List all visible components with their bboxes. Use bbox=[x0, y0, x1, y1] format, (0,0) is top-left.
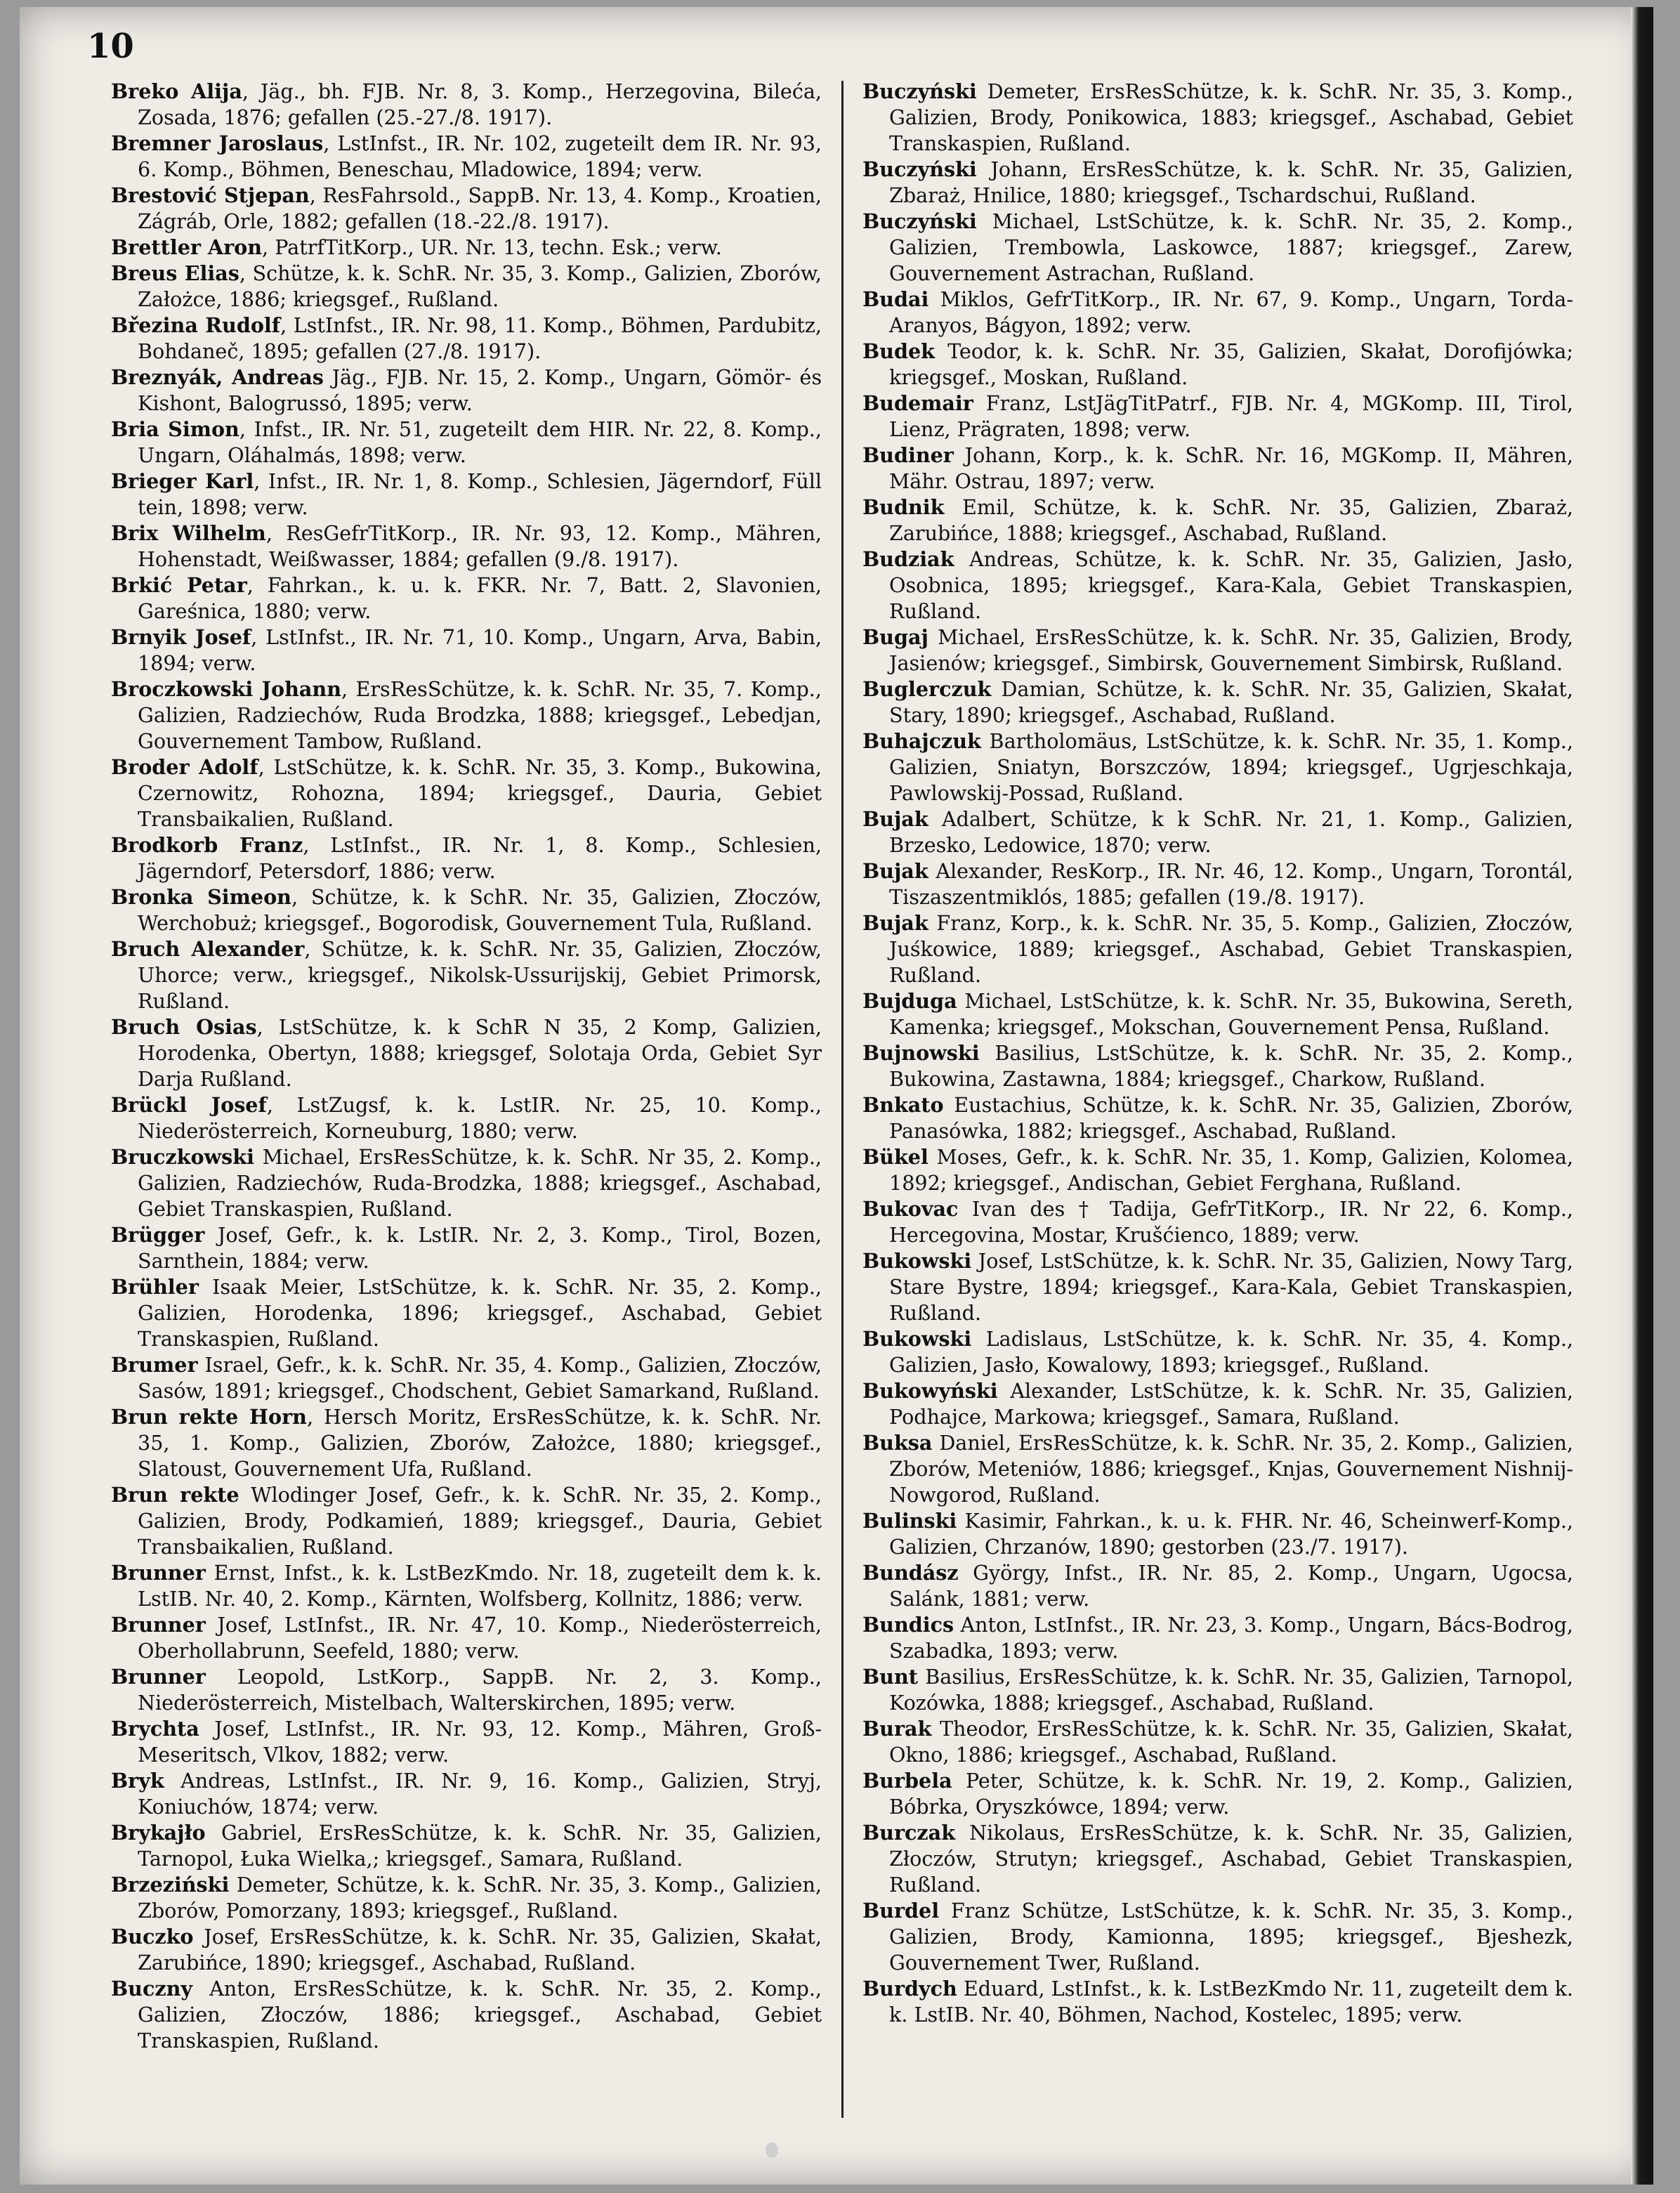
register-entry bbox=[111, 1664, 822, 1716]
register-entry bbox=[111, 365, 822, 417]
entry-details: , ResGefrTitKorp., IR. Nr. 93, 12. Komp., Mähren, Hohenstadt, Weißwasser, 1884; gefallen (9./8. 1917). bbox=[138, 521, 822, 571]
entry-surname: Breznyák, Andreas bbox=[111, 365, 324, 389]
register-entry bbox=[862, 1612, 1573, 1664]
register-entry bbox=[862, 910, 1573, 988]
register-entry bbox=[111, 235, 822, 261]
page-number: 10 bbox=[87, 27, 134, 66]
register-entry bbox=[111, 1092, 822, 1144]
entry-surname: Brettler Aron bbox=[111, 235, 263, 259]
register-entry bbox=[111, 1612, 822, 1664]
entry-details: Franz Schütze, LstSchütze, k. k. SchR. Nr. 35, 3. Komp., Galizien, Brody, Kamionna, 1895; kriegsgef., Bjeshezk, Gouvernement Twer, Rußland. bbox=[889, 1899, 1573, 1975]
entry-details: , PatrfTitKorp., UR. Nr. 13, techn. Esk.; verw. bbox=[262, 235, 722, 259]
entry-details: , ErsResSchütze, k. k. SchR. Nr. 35, 7. Komp., Galizien, Radziechów, Ruda Brodzka, 1888; kriegsgef., Lebedjan, Gouvernement Tambow, Rußland. bbox=[138, 677, 822, 753]
register-entry bbox=[862, 1508, 1573, 1560]
entry-details: Ernst, Infst., k. k. LstBezKmdo. Nr. 18, zugeteilt dem k. k. LstIB. Nr. 40, 2. Komp., Kärnten, Wolfsberg, Kollnitz, 1886; verw. bbox=[138, 1561, 822, 1611]
register-entry bbox=[111, 754, 822, 832]
register-entry bbox=[111, 1222, 822, 1274]
entry-details: , LstZugsf, k. k. LstIR. Nr. 25, 10. Komp., Niederösterreich, Korneuburg, 1880; verw. bbox=[138, 1093, 822, 1143]
entry-surname: Budek bbox=[862, 339, 935, 363]
entry-details: Basilius, ErsResSchütze, k. k. SchR. Nr. 35, Galizien, Tarnopol, Kozówka, 1888; kriegsgef., Aschabad, Rußland. bbox=[889, 1665, 1573, 1715]
entry-surname: Bukovac bbox=[862, 1197, 959, 1221]
register-entry bbox=[111, 1404, 822, 1482]
entry-details: Nikolaus, ErsResSchütze, k. k. SchR. Nr. 35, Galizien, Złoczów, Strutyn; kriegsgef., Aschabad, Gebiet Transkaspien, Rußland. bbox=[889, 1821, 1573, 1897]
register-entry bbox=[111, 832, 822, 884]
register-entry bbox=[111, 572, 822, 624]
entry-details: , LstInfst., IR. Nr. 98, 11. Komp., Böhmen, Pardubitz, Bohdaneč, 1895; gefallen (27./8. 1917). bbox=[138, 313, 822, 363]
entry-details: Michael, LstSchütze, k. k. SchR. Nr. 35, 2. Komp., Galizien, Trembowla, Laskowce, 1887; kriegsgef., Zarew, Gouvernement Astrachan, Rußland. bbox=[889, 209, 1573, 285]
register-entry bbox=[862, 546, 1573, 624]
entry-surname: Burbela bbox=[862, 1769, 952, 1793]
register-entry bbox=[111, 1820, 822, 1872]
register-entry bbox=[111, 417, 822, 469]
entry-surname: Brodkorb Franz bbox=[111, 833, 303, 857]
entry-surname: Buczyński bbox=[862, 79, 977, 103]
entry-details: Josef, ErsResSchütze, k. k. SchR. Nr. 35, Galizien, Skałat, Zarubińce, 1890; kriegsgef., Aschabad, Rußland. bbox=[138, 1925, 822, 1975]
entry-surname: Broczkowski Johann bbox=[111, 677, 341, 701]
entry-details: , LstInfst., IR. Nr. 71, 10. Komp., Ungarn, Arva, Babin, 1894; verw. bbox=[138, 625, 822, 675]
entry-surname: Buczny bbox=[111, 1977, 193, 2001]
entry-details: , ResFahrsold., SappB. Nr. 13, 4. Komp., Kroatien, Zágráb, Orle, 1882; gefallen (18.-22./8. 1917). bbox=[138, 183, 822, 233]
entry-surname: Budnik bbox=[862, 495, 945, 519]
entry-details: Jäg., FJB. Nr. 15, 2. Komp., Ungarn, Gömör- és Kishont, Balogrussó, 1895; verw. bbox=[138, 365, 822, 415]
entry-surname: Brun rekte Horn bbox=[111, 1405, 307, 1429]
entry-details: Anton, ErsResSchütze, k. k. SchR. Nr. 35, 2. Komp., Galizien, Złoczów, 1886; kriegsgef., Aschabad, Gebiet Transkaspien, Rußland. bbox=[138, 1977, 822, 2053]
entry-surname: Buczyński bbox=[862, 157, 977, 181]
entry-details: Kasimir, Fahrkan., k. u. k. FHR. Nr. 46, Scheinwerf-Komp., Galizien, Chrzanów, 1890; gestorben (23./7. 1917). bbox=[889, 1509, 1573, 1559]
register-entry bbox=[862, 495, 1573, 546]
entry-details: Leopold, LstKorp., SappB. Nr. 2, 3. Komp., Niederösterreich, Mistelbach, Walterskirchen, 1895; verw. bbox=[138, 1665, 822, 1715]
register-entry bbox=[862, 1820, 1573, 1898]
register-entry bbox=[862, 988, 1573, 1040]
entry-details: Moses, Gefr., k. k. SchR. Nr. 35, 1. Komp, Galizien, Kolomea, 1892; kriegsgef., Andischan, Gebiet Ferghana, Rußland. bbox=[889, 1145, 1573, 1195]
register-entry bbox=[862, 1196, 1573, 1248]
register-entry bbox=[862, 1430, 1573, 1508]
entry-details: Josef, Gefr., k. k. LstIR. Nr. 2, 3. Komp., Tirol, Bozen, Sarnthein, 1884; verw. bbox=[138, 1223, 822, 1273]
entry-surname: Brkić Petar bbox=[111, 573, 247, 597]
entry-surname: Bruczkowski bbox=[111, 1145, 254, 1169]
register-entry bbox=[111, 1144, 822, 1222]
register-entry bbox=[862, 287, 1573, 339]
entry-surname: Buglerczuk bbox=[862, 677, 992, 701]
entry-surname: Budemair bbox=[862, 391, 973, 415]
register-entry bbox=[111, 624, 822, 676]
entry-details: , Jäg., bh. FJB. Nr. 8, 3. Komp., Herzegovina, Bileća, Zosada, 1876; gefallen (25.-27./8. 1917). bbox=[138, 79, 822, 129]
entry-details: Anton, LstInfst., IR. Nr. 23, 3. Komp., Ungarn, Bács-Bodrog, Szabadka, 1893; verw. bbox=[889, 1613, 1573, 1663]
register-entry bbox=[111, 1014, 822, 1092]
entry-surname: Breus Elias bbox=[111, 261, 239, 285]
entry-surname: Bryk bbox=[111, 1769, 164, 1793]
entry-details: Johann, Korp., k. k. SchR. Nr. 16, MGKomp. II, Mähren, Mähr. Ostrau, 1897; verw. bbox=[889, 443, 1573, 493]
entry-details: Michael, ErsResSchütze, k. k. SchR. Nr 35, 2. Komp., Galizien, Radziechów, Ruda-Brodzka, 1888; kriegsgef., Aschabad, Gebiet Transkaspien, Rußland. bbox=[138, 1145, 822, 1221]
column-divider bbox=[841, 81, 844, 2118]
entry-details: Isaak Meier, LstSchütze, k. k. SchR. Nr. 35, 2. Komp., Galizien, Horodenka, 1896; kriegsgef., Aschabad, Gebiet Transkaspien, Rußland. bbox=[138, 1275, 822, 1351]
register-entry bbox=[111, 1872, 822, 1924]
entry-surname: Burak bbox=[862, 1717, 932, 1741]
entry-surname: Brügger bbox=[111, 1223, 205, 1247]
register-entry bbox=[111, 936, 822, 1014]
register-entry bbox=[111, 1768, 822, 1820]
entry-surname: Brückl Josef bbox=[111, 1093, 267, 1117]
register-entry bbox=[862, 806, 1573, 858]
entry-details: Josef, LstInfst., IR. Nr. 47, 10. Komp., Niederösterreich, Oberhollabrunn, Seefeld, 1880; verw. bbox=[138, 1613, 822, 1663]
entry-details: György, Infst., IR. Nr. 85, 2. Komp., Ungarn, Ugocsa, Salánk, 1881; verw. bbox=[889, 1561, 1573, 1611]
entry-surname: Buksa bbox=[862, 1431, 933, 1455]
entry-details: , Infst., IR. Nr. 51, zugeteilt dem HIR. Nr. 22, 8. Komp., Ungarn, Oláhalmás, 1898; verw. bbox=[138, 417, 822, 467]
register-entry bbox=[862, 209, 1573, 287]
register-entry bbox=[111, 1924, 822, 1976]
entry-details: Teodor, k. k. SchR. Nr. 35, Galizien, Skałat, Dorofijówka; kriegsgef., Moskan, Rußland. bbox=[889, 339, 1573, 389]
entry-surname: Breko Alija bbox=[111, 79, 242, 103]
entry-surname: Bükel bbox=[862, 1145, 928, 1169]
entry-surname: Brumer bbox=[111, 1353, 198, 1377]
register-entry bbox=[862, 1664, 1573, 1716]
entry-surname: Brunner bbox=[111, 1665, 206, 1689]
register-entry bbox=[111, 884, 822, 936]
register-entry bbox=[862, 79, 1573, 157]
entry-details: Michael, LstSchütze, k. k. SchR. Nr. 35, Bukowina, Sereth, Kamenka; kriegsgef., Mokschan, Gouvernement Pensa, Rußland. bbox=[889, 989, 1573, 1039]
page-edge-shadow bbox=[1631, 7, 1653, 2185]
entry-surname: Bukowski bbox=[862, 1249, 972, 1273]
entry-details: , LstSchütze, k. k. SchR. Nr. 35, 3. Komp., Bukowina, Czernowitz, Rohozna, 1894; kriegsgef., Dauria, Gebiet Transbaikalien, Rußland. bbox=[138, 755, 822, 831]
register-entry bbox=[111, 79, 822, 131]
register-entry bbox=[862, 1378, 1573, 1430]
entry-surname: Bnkato bbox=[862, 1093, 944, 1117]
entry-surname: Brzeziński bbox=[111, 1873, 230, 1897]
entry-details: Damian, Schütze, k. k. SchR. Nr. 35, Galizien, Skałat, Stary, 1890; kriegsgef., Aschabad, Rußland. bbox=[889, 677, 1573, 727]
entry-details: Ivan des † Tadija, GefrTitKorp., IR. Nr 22, 6. Komp., Hercegovina, Mostar, Krušćienco, 1889; verw. bbox=[889, 1197, 1573, 1247]
entry-surname: Broder Adolf bbox=[111, 755, 258, 779]
register-entry bbox=[111, 1482, 822, 1560]
register-entry bbox=[862, 1144, 1573, 1196]
register-entry bbox=[862, 339, 1573, 391]
entry-surname: Bundász bbox=[862, 1561, 959, 1585]
entry-details: Demeter, Schütze, k. k. SchR. Nr. 35, 3. Komp., Galizien, Zborów, Pomorzany, 1893; kriegsgef., Rußland. bbox=[138, 1873, 822, 1923]
entry-surname: Buczyński bbox=[862, 209, 977, 233]
register-entry bbox=[862, 391, 1573, 443]
entry-details: Eduard, LstInfst., k. k. LstBezKmdo Nr. 11, zugeteilt dem k. k. LstIB. Nr. 40, Böhmen, Nachod, Kostelec, 1895; verw. bbox=[889, 1977, 1573, 2027]
entry-surname: Burczak bbox=[862, 1821, 956, 1845]
entry-surname: Bujak bbox=[862, 911, 928, 935]
entry-details: Peter, Schütze, k. k. SchR. Nr. 19, 2. Komp., Galizien, Bóbrka, Oryszkówce, 1894; verw. bbox=[889, 1769, 1573, 1819]
register-entry bbox=[862, 676, 1573, 728]
entry-surname: Bujak bbox=[862, 807, 928, 831]
register-page bbox=[20, 7, 1653, 2185]
entry-details: Basilius, LstSchütze, k. k. SchR. Nr. 35, 2. Komp., Bukowina, Zastawna, 1884; kriegsgef., Charkow, Rußland. bbox=[889, 1041, 1573, 1091]
register-entry bbox=[111, 313, 822, 365]
right-column bbox=[862, 79, 1573, 2144]
register-entry bbox=[862, 1248, 1573, 1326]
entry-details: , Schütze, k. k. SchR. Nr. 35, 3. Komp., Galizien, Zborów, Założce, 1886; kriegsgef., Rußland. bbox=[138, 261, 822, 311]
entry-surname: Brühler bbox=[111, 1275, 199, 1299]
entry-details: Franz, Korp., k. k. SchR. Nr. 35, 5. Komp., Galizien, Złoczów, Juśkowice, 1889; kriegsgef., Aschabad, Gebiet Transkaspien, Rußland. bbox=[889, 911, 1573, 987]
entry-surname: Buhajczuk bbox=[862, 729, 981, 753]
entry-surname: Budziak bbox=[862, 547, 954, 571]
register-entry bbox=[862, 1898, 1573, 1976]
register-entry bbox=[111, 1976, 822, 2054]
entry-details: Daniel, ErsResSchütze, k. k. SchR. Nr. 35, 2. Komp., Galizien, Zborów, Meteniów, 1886; kriegsgef., Knjas, Gouvernement Nishnij-Nowgorod, Rußland. bbox=[889, 1431, 1573, 1507]
entry-details: , Hersch Moritz, ErsResSchütze, k. k. SchR. Nr. 35, 1. Komp., Galizien, Zborów, Założce, 1880; kriegsgef., Slatoust, Gouvernement Ufa, Rußland. bbox=[138, 1405, 822, 1481]
entry-details: Emil, Schütze, k. k. SchR. Nr. 35, Galizien, Zbaraż, Zarubińce, 1888; kriegsgef., Aschabad, Rußland. bbox=[889, 495, 1573, 545]
left-column bbox=[111, 79, 822, 2144]
entry-surname: Bria Simon bbox=[111, 417, 239, 441]
entry-surname: Bruch Alexander bbox=[111, 937, 305, 961]
entry-surname: Brychta bbox=[111, 1717, 199, 1741]
entry-surname: Brunner bbox=[111, 1613, 206, 1637]
entry-surname: Bremner Jaroslaus bbox=[111, 131, 324, 155]
entry-details: Alexander, ResKorp., IR. Nr. 46, 12. Komp., Ungarn, Torontál, Tiszaszentmiklós, 1885; gefallen (19./8. 1917). bbox=[889, 859, 1573, 909]
entry-surname: Bujak bbox=[862, 859, 928, 883]
entry-details: Andreas, LstInfst., IR. Nr. 9, 16. Komp., Galizien, Stryj, Koniuchów, 1874; verw. bbox=[138, 1769, 822, 1819]
entry-surname: Burdych bbox=[862, 1977, 957, 2001]
entry-surname: Budai bbox=[862, 287, 929, 311]
page-blemish bbox=[766, 2142, 778, 2158]
entry-details: Eustachius, Schütze, k. k. SchR. Nr. 35, Galizien, Zborów, Panasówka, 1882; kriegsgef., Aschabad, Rußland. bbox=[889, 1093, 1573, 1143]
entry-surname: Brun rekte bbox=[111, 1483, 239, 1507]
register-entry bbox=[111, 1560, 822, 1612]
register-entry bbox=[111, 1274, 822, 1352]
entry-details: , Schütze, k. k. SchR. Nr. 35, Galizien, Złoczów, Uhorce; verw., kriegsgef., Nikolsk-Ussurijskij, Gebiet Primorsk, Rußland. bbox=[138, 937, 822, 1013]
entry-details: Josef, LstSchütze, k. k. SchR. Nr. 35, Galizien, Nowy Targ, Stare Bystre, 1894; kriegsgef., Kara-Kala, Gebiet Transkaspien, Rußland. bbox=[889, 1249, 1573, 1325]
register-entry bbox=[111, 131, 822, 183]
register-entry bbox=[862, 1092, 1573, 1144]
entry-surname: Brunner bbox=[111, 1561, 206, 1585]
entry-details: Michael, ErsResSchütze, k. k. SchR. Nr. 35, Galizien, Brody, Jasienów; kriegsgef., Simbirsk, Gouvernement Simbirsk, Rußland. bbox=[889, 625, 1573, 675]
entry-details: Franz, LstJägTitPatrf., FJB. Nr. 4, MGKomp. III, Tirol, Lienz, Prägraten, 1898; verw. bbox=[889, 391, 1573, 441]
entry-surname: Březina Rudolf bbox=[111, 313, 281, 337]
register-entry bbox=[862, 443, 1573, 495]
entry-surname: Brnyik Josef bbox=[111, 625, 251, 649]
register-entry bbox=[862, 1768, 1573, 1820]
register-entry bbox=[862, 858, 1573, 910]
register-entry bbox=[862, 1560, 1573, 1612]
register-entry bbox=[111, 1716, 822, 1768]
entry-surname: Brix Wilhelm bbox=[111, 521, 266, 545]
entry-surname: Budiner bbox=[862, 443, 954, 467]
entry-details: Andreas, Schütze, k. k. SchR. Nr. 35, Galizien, Jasło, Osobnica, 1895; kriegsgef., Kara-Kala, Gebiet Transkaspien, Rußland. bbox=[889, 547, 1573, 623]
entry-surname: Bujnowski bbox=[862, 1041, 980, 1065]
register-entry bbox=[862, 1716, 1573, 1768]
entry-details: Theodor, ErsResSchütze, k. k. SchR. Nr. 35, Galizien, Skałat, Okno, 1886; kriegsgef., Aschabad, Rußland. bbox=[889, 1717, 1573, 1767]
register-entry bbox=[862, 728, 1573, 806]
register-entry bbox=[111, 1352, 822, 1404]
entry-surname: Bronka Simeon bbox=[111, 885, 291, 909]
register-entry bbox=[111, 469, 822, 521]
register-entry bbox=[862, 157, 1573, 209]
register-entry bbox=[111, 183, 822, 235]
entry-details: Josef, LstInfst., IR. Nr. 93, 12. Komp., Mähren, Groß-Meseritsch, Vlkov, 1882; verw. bbox=[138, 1717, 822, 1767]
entry-details: Ladislaus, LstSchütze, k. k. SchR. Nr. 35, 4. Komp., Galizien, Jasło, Kowalowy, 1893; kriegsgef., Rußland. bbox=[889, 1327, 1573, 1377]
entry-details: , Schütze, k. k SchR. Nr. 35, Galizien, Złoczów, Werchobuż; kriegsgef., Bogorodisk, Gouvernement Tula, Rußland. bbox=[138, 885, 822, 935]
register-entry bbox=[862, 1040, 1573, 1092]
entry-details: Miklos, GefrTitKorp., IR. Nr. 67, 9. Komp., Ungarn, Torda-Aranyos, Bágyon, 1892; verw. bbox=[889, 287, 1573, 337]
entry-surname: Bukowski bbox=[862, 1327, 972, 1351]
entry-details: Bartholomäus, LstSchütze, k. k. SchR. Nr. 35, 1. Komp., Galizien, Sniatyn, Borszczów, 1894; kriegsgef., Ugrjeschkaja, Pawlowskij-Possad, Rußland. bbox=[889, 729, 1573, 805]
entry-surname: Brestović Stjepan bbox=[111, 183, 310, 207]
entry-surname: Bundics bbox=[862, 1613, 954, 1637]
entry-details: Adalbert, Schütze, k k SchR. Nr. 21, 1. Komp., Galizien, Brzesko, Ledowice, 1870; verw. bbox=[889, 807, 1573, 857]
entry-surname: Bugaj bbox=[862, 625, 928, 649]
entry-details: Wlodinger Josef, Gefr., k. k. SchR. Nr. 35, 2. Komp., Galizien, Brody, Podkamień, 1889; kriegsgef., Dauria, Gebiet Transbaikalien, Rußland. bbox=[138, 1483, 822, 1559]
entry-surname: Burdel bbox=[862, 1899, 940, 1923]
entry-details: , LstInfst., IR. Nr. 1, 8. Komp., Schlesien, Jägerndorf, Petersdorf, 1886; verw. bbox=[138, 833, 822, 883]
register-entry bbox=[862, 1976, 1573, 2028]
entry-surname: Bunt bbox=[862, 1665, 918, 1689]
entry-surname: Bukowyński bbox=[862, 1379, 998, 1403]
entry-details: Johann, ErsResSchütze, k. k. SchR. Nr. 35, Galizien, Zbaraż, Hnilice, 1880; kriegsgef., Tschardschui, Rußland. bbox=[889, 157, 1573, 207]
register-entry bbox=[862, 624, 1573, 676]
entry-surname: Buczko bbox=[111, 1925, 194, 1949]
register-entry bbox=[111, 261, 822, 313]
entry-details: , Fahrkan., k. u. k. FKR. Nr. 7, Batt. 2, Slavonien, Gareśnica, 1880; verw. bbox=[138, 573, 822, 623]
entry-details: Alexander, LstSchütze, k. k. SchR. Nr. 35, Galizien, Podhajce, Markowa; kriegsgef., Samara, Rußland. bbox=[889, 1379, 1573, 1429]
entry-surname: Bulinski bbox=[862, 1509, 957, 1533]
entry-details: Demeter, ErsResSchütze, k. k. SchR. Nr. 35, 3. Komp., Galizien, Brody, Ponikowica, 1883; kriegsgef., Aschabad, Gebiet Transkaspien, Rußland. bbox=[889, 79, 1573, 155]
entry-surname: Bruch Osias bbox=[111, 1015, 257, 1039]
entry-details: , LstInfst., IR. Nr. 102, zugeteilt dem IR. Nr. 93, 6. Komp., Böhmen, Beneschau, Mladowice, 1894; verw. bbox=[138, 131, 822, 181]
entry-details: Gabriel, ErsResSchütze, k. k. SchR. Nr. 35, Galizien, Tarnopol, Łuka Wielka,; kriegsgef., Samara, Rußland. bbox=[138, 1821, 822, 1871]
register-entry bbox=[111, 676, 822, 754]
entry-details: , LstSchütze, k. k SchR N 35, 2 Komp, Galizien, Horodenka, Obertyn, 1888; kriegsgef, Solotaja Orda, Gebiet Syr Darja Rußland. bbox=[138, 1015, 822, 1091]
register-entry bbox=[862, 1326, 1573, 1378]
entry-surname: Bujduga bbox=[862, 989, 957, 1013]
entry-details: , Infst., IR. Nr. 1, 8. Komp., Schlesien, Jägerndorf, Füll tein, 1898; verw. bbox=[138, 469, 822, 519]
entry-details: Israel, Gefr., k. k. SchR. Nr. 35, 4. Komp., Galizien, Złoczów, Sasów, 1891; kriegsgef., Chodschent, Gebiet Samarkand, Rußland. bbox=[138, 1353, 822, 1403]
entry-surname: Brykajło bbox=[111, 1821, 206, 1845]
entry-surname: Brieger Karl bbox=[111, 469, 254, 493]
register-entry bbox=[111, 521, 822, 572]
